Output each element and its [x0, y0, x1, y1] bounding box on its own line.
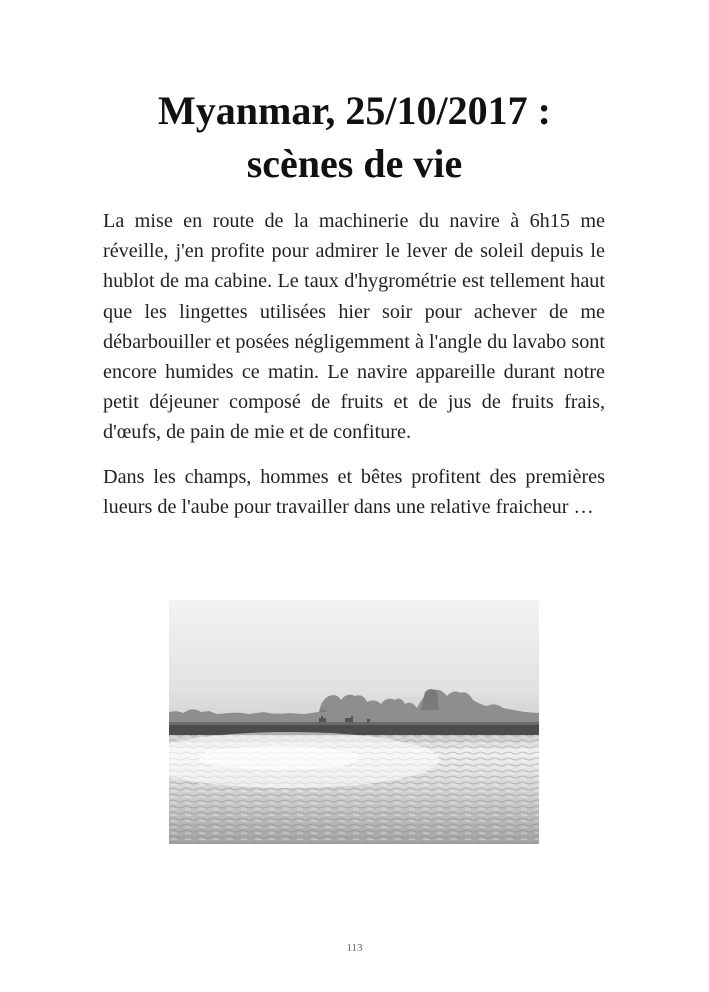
paragraph-1: La mise en route de la machinerie du navire à 6h15 me réveille, j'en profite pour admirer le lever de soleil depuis le hublot de ma cabine. Le taux d'hygrométrie est tellement haut que les lingettes utilisées hier soir pour achever de me débarbouiller et posées négligemment à l'angle du lavabo sont encore humides ce matin. Le navire appareille durant notre petit déjeuner composé de fruits et de jus de fruits frais, d'œufs, de pain de mie et de confiture.	[103, 210, 605, 444]
article-body	[103, 206, 605, 536]
title-line-2: scènes de vie	[246, 141, 463, 186]
paragraph-2: Dans les champs, hommes et bêtes profitent des premières lueurs de l'aube pour travailler dans une relative fraicheur …	[103, 465, 605, 518]
river-sunrise-photo	[169, 600, 539, 844]
page-title	[60, 84, 649, 190]
title-line-1: Myanmar, 25/10/2017 :	[158, 88, 551, 133]
page-number: 113	[346, 942, 363, 954]
